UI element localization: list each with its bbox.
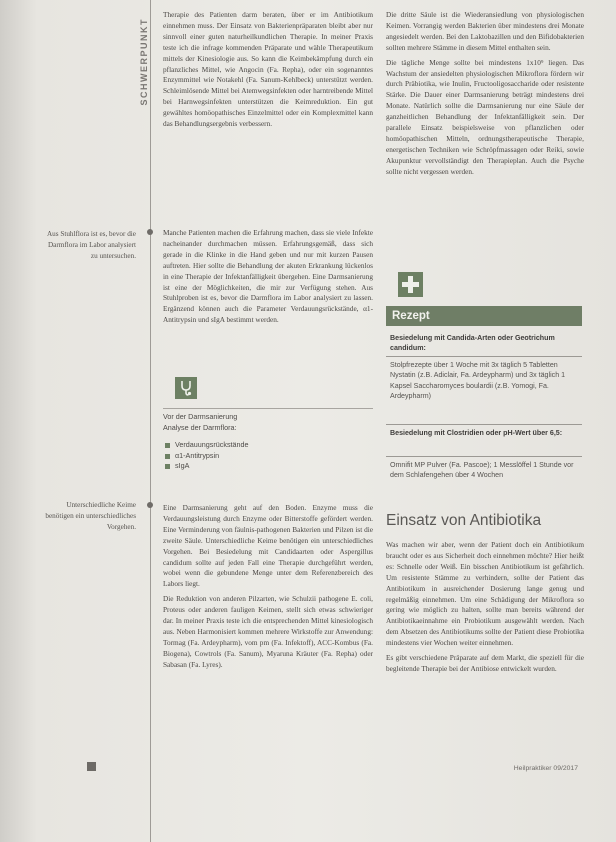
stethoscope-icon bbox=[175, 377, 197, 399]
list-item: Verdauungsrückstände bbox=[163, 440, 373, 451]
plus-icon bbox=[398, 272, 423, 297]
list-item: sIgA bbox=[163, 461, 373, 472]
rezept-heading: Rezept bbox=[386, 306, 582, 326]
rezept-clostridien-heading: Besiedelung mit Clostridien oder pH-Wert über 6,5: bbox=[386, 424, 582, 441]
rezept-clostridien-text: Omnifit MP Pulver (Fa. Pascoe); 1 Messlöffel 1 Stunde vor dem Schlafengehen über 4 Wochen bbox=[386, 456, 582, 484]
margin-note-1: Aus Stuhlflora ist es, bevor die Darmflora im Labor analysiert zu untersuchen. bbox=[46, 230, 136, 260]
paragraph: Die tägliche Menge sollte bei mindestens 1x10⁹ liegen. Das Wachstum der ansiedelten physiologischen Mikroflora fördern wir durch Präbiotika, wie Inulin, Fructooligosaccharide oder resistente Stärke. Die Dauer einer Darmsanierung beträgt mindestens drei Monate. Natürlich sollte die Darmsanierung nur eine Säule der ganzheitlichen Behandlung der Infektanfälligkeit sein. Der parallele Einsatz beispielsweise von pflanzlichen oder homöopathischen Mitteln, ordnungstherapeutische Therapie, energetischen Techniken wie Schröpfmassagen oder Reiki, sowie Akupunktur vervollständigt den Therapieplan. Auch die Psyche sollte nicht vergessen werden. bbox=[386, 57, 584, 176]
list-item: α1-Antitrypsin bbox=[163, 451, 373, 462]
column-1-bottom bbox=[163, 503, 373, 675]
page-marker bbox=[87, 762, 96, 771]
margin-note-2: Unterschiedliche Keime benötigen ein unterschiedliches Vorgehen. bbox=[45, 501, 136, 531]
margin-rule bbox=[150, 0, 151, 842]
analysis-list bbox=[163, 440, 373, 472]
column-1-middle bbox=[163, 228, 373, 330]
antibiotika-section bbox=[386, 540, 584, 679]
paragraph: Die Reduktion von anderen Pilzarten, wie Schulzii pathogene E. coli, Proteus oder anderen fauligen Keimen, stellt sich etwas schwieriger dar. In meiner Praxis teste ich die entsprechenden Mittel kinesiologisch aus. Neben Harmonisiert kommen mehrere Wirkstoffe zur Anwendung: Tormag (Fa. Ardeypharm), vom pm (Fa. Infektoff), ACC-Kombus (Fa. Biogena), Cowtrols (Fa. Sanum), Myaruna Kräuter (Fa. Repha) oder Sabasan (Fa. Lyres). bbox=[163, 594, 373, 669]
margin-note-marker bbox=[147, 502, 153, 508]
antibiotika-heading: Einsatz von Antibiotika bbox=[386, 512, 542, 529]
panel-heading-line: Vor der Darmsanierung bbox=[163, 412, 238, 421]
rezept-candida-text: Stolpfrezepte über 1 Woche mit 3x täglich 5 Tabletten Nystatin (z.B. Adiclair, Fa. Ardeypharm) und 3x täglich 1 Kapsel Saccharomyces boulardii (z.B. Yomogi, Fa. Ardeypharm) bbox=[386, 356, 582, 405]
section-label: SCHWERPUNKT bbox=[139, 18, 149, 106]
paragraph: Es gibt verschiedene Präparate auf dem Markt, die speziell für die begleitende Therapie bei der Antibiose entwickelt wurden. bbox=[386, 653, 584, 673]
paragraph: Was machen wir aber, wenn der Patient doch ein Antibiotikum braucht oder es aus Sicherheit doch einnehmen möchte? Hier heißt es: Schnelle oder Weiß. Ein bisschen Antibiotikum ist gefährlich. Um resistente Stämme zu verhindern, sollte der Patient das Antibiotikum in ausreichender Dosierung lange genug und regelmäßig einnehmen. Um eine Schädigung der Mikroflora so gering wie möglich zu halten, sollte man bereits während der Antibiotikaeinnahme ein Probiotikum ausgewählt werden. Nach dem Absetzen des Antibiotikums sollte der Patient diese Probiotika mindestens vier Wochen weiter einnehmen. bbox=[386, 540, 584, 648]
column-2-top bbox=[386, 10, 584, 182]
paragraph: Manche Patienten machen die Erfahrung machen, dass sie viele Infekte nacheinander durchmachen müssen. Erfahrungsgemäß, dass sich gerade in die Klinke in die Hand geben und nur mit kurzen Pausen auftreten. Hier sollte die Behandlung der akuten Erkrankung lückenlos in eine Therapie der Infektanfälligkeit übergehen. Eine Darmsanierung ist eine der Möglichkeiten, die mir zur Verfügung stehen. Aus Stuhlproben ist es, bevor die Darmflora im Labor analysiert zu lassen. Ergänzend können auch die Parameter Verdauungsrückstände, α1-Antitrypsin und sIgA bestimmt werden. bbox=[163, 228, 373, 325]
paragraph: Therapie des Patienten darm beraten, über er im Antibiotikum einnehmen muss. Der Einsatz von Bakterienpräparaten bleibt aber nur sinnvoll einer guten naturheilkundlichen Therapie. In meiner Praxis teste ich die infrage kommenden Präparate und wähle Therapeutikum mittels der Kinesiologie aus. So kann die Keimbekämpfung durch ein pflanzliches Mittel, wie Angocin (Fa. Repha), oder ein sogenanntes Enzymmittel wie Notakehl (Fa. Sanum-Kehlbeck) unterstützt werden. Schleimlösende Mittel bei Atemwegsinfekten oder harntreibende Mittel bei Harnwegsinfekten unterstützen die Keimreduktion. Ein gut gewähltes homöopathisches Einzelmittel oder ein Komplexmittel kann das Behandlungsergebnis verbessern. bbox=[163, 10, 373, 129]
margin-note-marker bbox=[147, 229, 153, 235]
rezept-candida-heading: Besiedelung mit Candida-Arten oder Geotrichum candidum: bbox=[390, 334, 555, 353]
paragraph: Eine Darmsanierung geht auf den Boden. Enzyme muss die Verdauungsleistung durch Enzyme oder Bitterstoffe gefördert werden. Eine Verminderung von fäulnis-pathogenen Bakterien und Pilzen ist die zweite Säule. Unterschiedliche Keime benötigen ein unterschiedliches Vorgehen. Bei Besiedelung mit Candidaarten oder Aspergillus candidum sollte auf jeden Fall eine Therapie durchgeführt werden, wobei wenn die gebundene Menge unter dem Referenzbereich des Labors liegt. bbox=[163, 503, 373, 589]
column-1-top bbox=[163, 10, 373, 134]
analysis-panel-heading bbox=[163, 408, 373, 433]
paragraph: Die dritte Säule ist die Wiederansiedlung von physiologischen Keimen. Vorrangig werden Bakterien über mindestens drei Monate angesiedelt werden. Bei den Laktobazillen und den Bifidobakterien sollten mehrere Stämme in diesem Mittel enthalten sein. bbox=[386, 10, 584, 52]
panel-heading-line: Analyse der Darmflora: bbox=[163, 422, 237, 432]
footer: Heilpraktiker 09/2017 bbox=[513, 765, 578, 772]
